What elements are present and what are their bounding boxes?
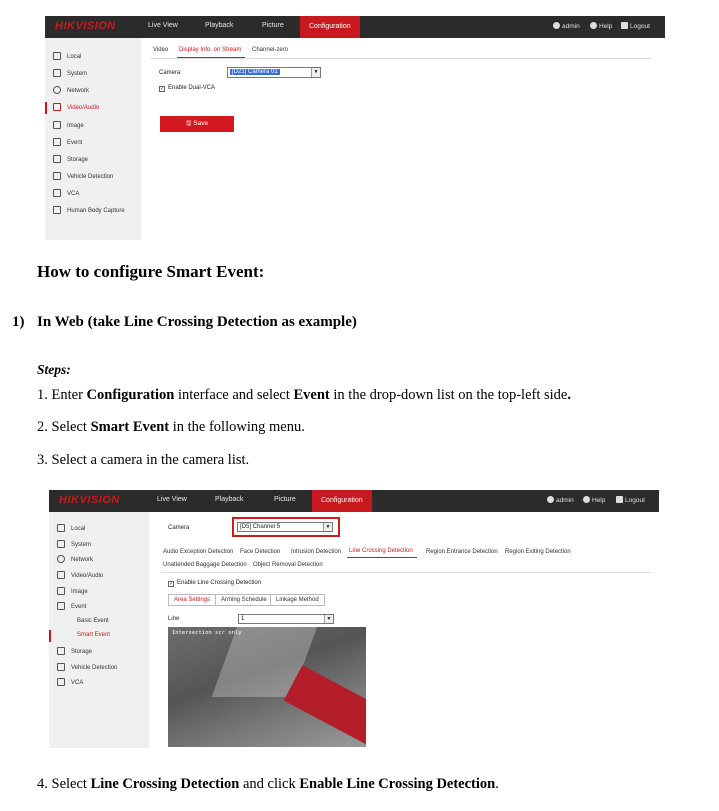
vca-icon: [57, 678, 65, 686]
step-3: 3. Select a camera in the camera list.: [37, 452, 250, 468]
nav-picture[interactable]: Picture: [274, 496, 296, 503]
tab-arming-schedule[interactable]: Arming Schedule: [215, 594, 273, 606]
chevron-down-icon: ▼: [323, 523, 332, 531]
sidebar-item-image[interactable]: Image: [57, 587, 88, 595]
storage-icon: [53, 155, 61, 163]
user-menu[interactable]: admin: [553, 22, 580, 30]
storage-icon: [57, 647, 65, 655]
steps-label: Steps:: [37, 362, 71, 377]
hikvision-logo: HIKVISION: [55, 20, 116, 32]
sidebar-item-smart-event[interactable]: Smart Event: [77, 632, 111, 638]
hikvision-logo: HIKVISION: [59, 494, 120, 506]
tab-divider: [151, 58, 651, 59]
tab-display-info-on-stream[interactable]: Display Info. on Stream: [179, 47, 242, 53]
help-link[interactable]: Help: [590, 22, 612, 30]
sidebar-item-vehicle-detection[interactable]: Vehicle Detection: [57, 663, 117, 671]
camera-label: Camera: [168, 525, 190, 531]
sidebar-item-local[interactable]: Local: [57, 524, 85, 532]
help-icon: [590, 22, 597, 29]
image-icon: [53, 121, 61, 129]
tab-area-settings[interactable]: Area Settings: [168, 594, 216, 606]
tab-audio-exception-detection[interactable]: Audio Exception Detection: [163, 549, 234, 555]
line-label: Line: [168, 616, 180, 622]
tab-line-crossing-detection[interactable]: Line Crossing Detection: [349, 548, 413, 554]
user-icon: [553, 22, 560, 29]
step-2: 2. Select Smart Event in the following menu.: [37, 419, 305, 435]
tab-region-exiting-detection[interactable]: Region Exiting Detection: [505, 549, 571, 555]
tab-linkage-method[interactable]: Linkage Method: [270, 594, 325, 606]
save-button[interactable]: 🖫 Save: [160, 116, 234, 132]
sidebar-item-system[interactable]: System: [57, 540, 91, 548]
checkbox-check-icon: ✓: [160, 86, 165, 92]
sidebar-item-event[interactable]: Event: [57, 602, 86, 610]
screenshot-video-audio-config: [45, 16, 665, 240]
camera-select[interactable]: [D21] Camera 01 ▼: [227, 67, 321, 78]
video-audio-icon: [53, 103, 61, 111]
monitor-icon: [57, 524, 65, 532]
page-heading: How to configure Smart Event:: [37, 262, 265, 281]
sidebar-item-storage[interactable]: Storage: [53, 155, 88, 163]
tab-face-detection[interactable]: Face Detection: [240, 549, 281, 555]
logout-link[interactable]: Logout: [616, 496, 645, 504]
active-marker: [49, 630, 51, 642]
human-body-icon: [53, 206, 61, 214]
logout-icon: [616, 496, 623, 503]
sidebar-item-human-body-capture[interactable]: Human Body Capture: [53, 206, 125, 214]
system-icon: [57, 540, 65, 548]
sidebar-item-local[interactable]: Local: [53, 52, 81, 60]
monitor-icon: [53, 52, 61, 60]
sidebar-item-video-audio[interactable]: Video/Audio: [57, 571, 103, 579]
section-heading: 1) In Web (take Line Crossing Detection as example): [12, 314, 357, 330]
save-icon: 🖫: [185, 120, 192, 127]
nav-playback[interactable]: Playback: [205, 22, 234, 29]
screenshot-smart-event-config: [49, 490, 659, 748]
sidebar-item-video-audio[interactable]: Video/Audio: [53, 103, 99, 111]
image-icon: [57, 587, 65, 595]
checkbox-check-icon: ✓: [169, 581, 174, 587]
nav-configuration[interactable]: Configuration: [312, 490, 372, 512]
active-tab-underline: [347, 557, 417, 558]
nav-picture[interactable]: Picture: [262, 22, 284, 29]
line-select[interactable]: 1 ▼: [238, 614, 334, 624]
sidebar-item-system[interactable]: System: [53, 69, 87, 77]
vca-icon: [53, 189, 61, 197]
enable-line-crossing-checkbox[interactable]: ✓ Enable Line Crossing Detection: [169, 580, 262, 587]
network-icon: [57, 555, 65, 563]
sidebar-item-vca[interactable]: VCA: [57, 678, 83, 686]
nav-playback[interactable]: Playback: [215, 496, 244, 503]
top-nav-bar: [49, 490, 659, 512]
help-icon: [583, 496, 590, 503]
sidebar-item-vca[interactable]: VCA: [53, 189, 79, 197]
chevron-down-icon: ▼: [324, 615, 333, 623]
network-icon: [53, 86, 61, 94]
sidebar-item-basic-event[interactable]: Basic Event: [77, 618, 109, 624]
system-icon: [53, 69, 61, 77]
event-icon: [57, 602, 65, 610]
help-link[interactable]: Help: [583, 496, 605, 504]
camera-label: Camera: [159, 70, 181, 76]
step-4: 4. Select Line Crossing Detection and click Enable Line Crossing Detection.: [37, 776, 499, 792]
tab-divider: [161, 572, 651, 573]
nav-live-view[interactable]: Live View: [157, 496, 187, 503]
sidebar-item-event[interactable]: Event: [53, 138, 82, 146]
vehicle-icon: [53, 172, 61, 180]
active-marker: [45, 102, 47, 114]
step-1: 1. Enter Configuration interface and select Event in the drop-down list on the top-left side.: [37, 387, 571, 403]
tab-intrusion-detection[interactable]: Intrusion Detection: [291, 549, 342, 555]
config-sidebar: [45, 38, 141, 240]
nav-live-view[interactable]: Live View: [148, 22, 178, 29]
user-menu[interactable]: admin: [547, 496, 574, 504]
top-nav-bar: [45, 16, 665, 38]
logout-link[interactable]: Logout: [621, 22, 650, 30]
live-video-preview[interactable]: [168, 627, 366, 747]
red-banner-in-scene: [284, 665, 366, 747]
vehicle-icon: [57, 663, 65, 671]
camera-select[interactable]: [D5] Channel 5 ▼: [237, 522, 333, 532]
user-icon: [547, 496, 554, 503]
sidebar-item-network[interactable]: Network: [53, 86, 89, 94]
config-sidebar: [49, 512, 149, 748]
chevron-down-icon: ▼: [311, 68, 320, 77]
enable-dual-vca-checkbox[interactable]: ✓ Enable Dual-VCA: [160, 85, 216, 92]
tab-region-entrance-detection[interactable]: Region Entrance Detection: [426, 549, 498, 555]
logout-icon: [621, 22, 628, 29]
sidebar-item-image[interactable]: Image: [53, 121, 84, 129]
sidebar-item-network[interactable]: Network: [57, 555, 93, 563]
tab-unattended-baggage-detection[interactable]: Unattended Baggage Detection: [163, 562, 247, 568]
tab-channel-zero[interactable]: Channel-zero: [252, 47, 289, 53]
video-audio-icon: [57, 571, 65, 579]
event-icon: [53, 138, 61, 146]
nav-configuration[interactable]: Configuration: [300, 16, 360, 38]
video-caption: Intersection scr only: [172, 630, 242, 636]
tab-object-removal-detection[interactable]: Object Removal Detection: [253, 562, 323, 568]
tab-video[interactable]: Video: [153, 47, 169, 53]
sidebar-item-vehicle-detection[interactable]: Vehicle Detection: [53, 172, 113, 180]
sidebar-item-storage[interactable]: Storage: [57, 647, 92, 655]
